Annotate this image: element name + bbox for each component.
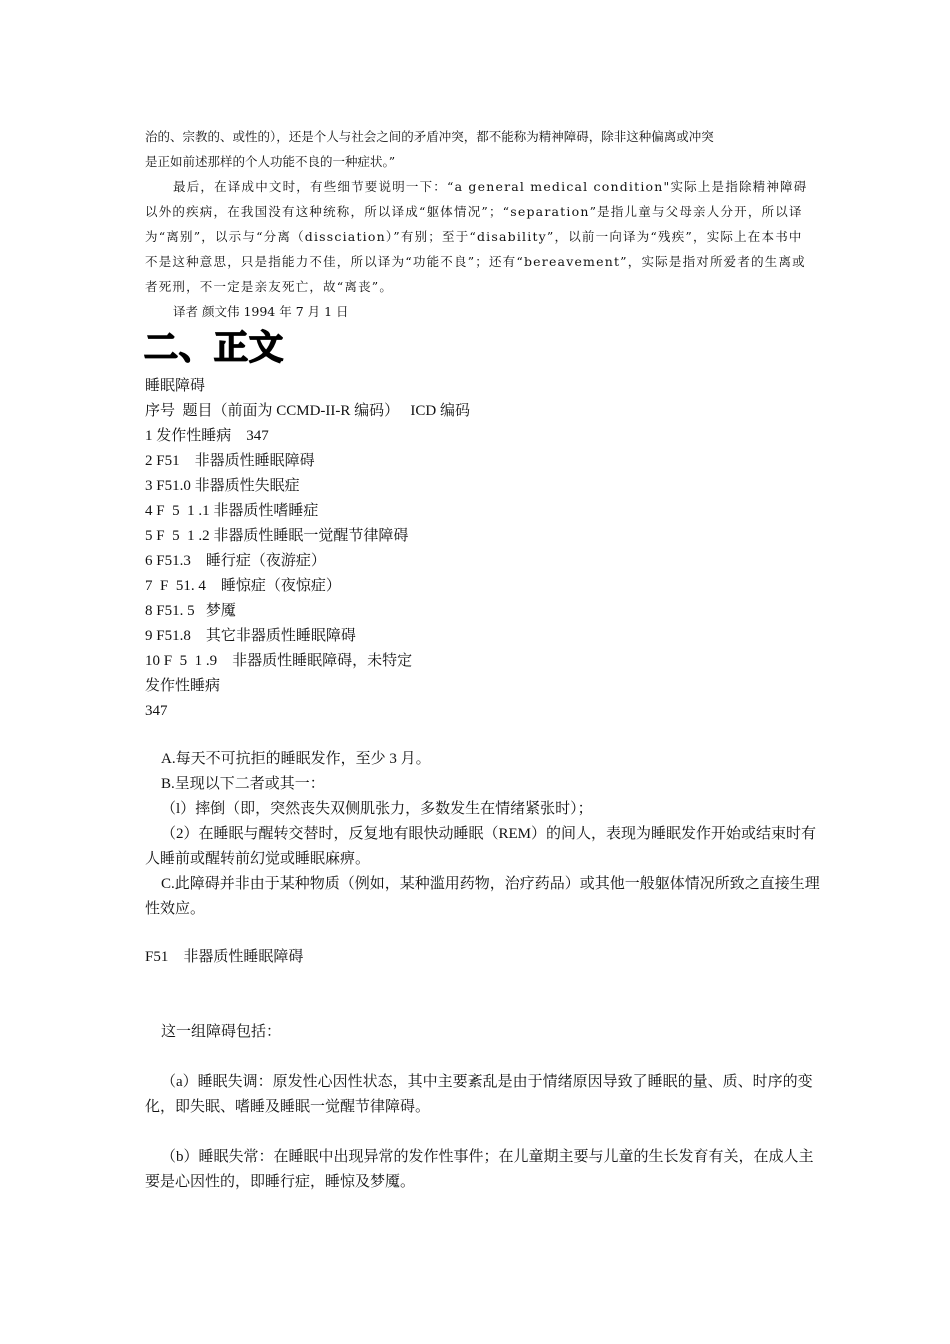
- index-row: 7 F 51. 4 睡惊症（夜惊症）: [145, 578, 341, 594]
- f51-item-a: [145, 1070, 825, 1120]
- f51-item-b-text: （b）睡眠失常：在睡眠中出现异常的发作性事件；在儿童期主要与儿童的生长发育有关，在成人主要是心因性的，即睡行症，睡惊及梦魇。: [145, 1149, 814, 1190]
- criterion-b: B.呈现以下二者或其一：: [161, 776, 325, 792]
- preface-line: 治的、宗教的、或性的），还是个人与社会之间的矛盾冲突，都不能称为精神障碍，除非这种偏离或冲突: [145, 129, 714, 144]
- translation-notes-paragraph: 最后，在译成中文时，有些细节要说明一下：“a general medical condition"实际上是指除精神障碍以外的疾病，在我国没有这种统称，所以译成“躯体情况”；“separation”是指儿童与父母亲人分开，所以译为“离别”，以示与“分离（dissciation）”有别；至于“disability”，以前一向译为“残疾”，实际上在本书中不是这种意思，只是指能力不佳，所以译为“功能不良”；还有“bereavement”，实际是指对所爱者的生离或者死刑，不一定是亲友死亡，故“离丧”。: [145, 179, 808, 294]
- criterion-b2: （2）在睡眠与醒转交替时，反复地有眼快动睡眠（REM）的间人，表现为睡眠发作开始或结束时有人睡前或醒转前幻觉或睡眠麻痹。: [145, 826, 817, 867]
- index-row: 3 F51.0 非器质性失眠症: [145, 478, 300, 494]
- index-header: 序号 题目（前面为 CCMD-II-R 编码） ICD 编码: [145, 403, 470, 419]
- index-row: 1 发作性睡病 347: [145, 428, 269, 444]
- f51-section-title: [145, 945, 825, 970]
- criterion-a: A.每天不可抗拒的睡眠发作，至少 3 月。: [161, 751, 431, 767]
- criterion-b1: （l）摔倒（即，突然丧失双侧肌张力，多数发生在情绪紧张时）；: [161, 801, 593, 817]
- index-row: 2 F51 非器质性睡眠障碍: [145, 453, 315, 469]
- index-row: 5 F 5 1 .2 非器质性睡眠一觉醒节律障碍: [145, 528, 409, 544]
- f51-title: F51 非器质性睡眠障碍: [145, 949, 304, 965]
- index-row: 6 F51.3 睡行症（夜游症）: [145, 553, 326, 569]
- translator-preface: [145, 124, 813, 324]
- criterion-c: C.此障碍并非由于某种物质（例如，某种滥用药物，治疗药品）或其他一般躯体情况所致之直接生理性效应。: [145, 876, 820, 917]
- f51-item-b: [145, 1145, 825, 1195]
- translator-signature: 译者 颜文伟 1994 年 7 月 1 日: [173, 304, 349, 319]
- narcolepsy-code: 347: [145, 703, 168, 719]
- index-row: 10 F 5 1 .9 非器质性睡眠障碍，未特定: [145, 653, 413, 669]
- narcolepsy-title: 发作性睡病: [145, 678, 221, 694]
- index-row: 9 F51.8 其它非器质性睡眠障碍: [145, 628, 356, 644]
- f51-intro: [145, 1020, 825, 1045]
- section-heading: 二、正文: [144, 328, 284, 368]
- f51-item-a-text: （a）睡眠失调：原发性心因性状态，其中主要紊乱是由于情绪原因导致了睡眠的量、质、时序的变化，即失眠、嗜睡及睡眠一觉醒节律障碍。: [145, 1074, 813, 1115]
- index-row: 4 F 5 1 .1 非器质性嗜睡症: [145, 503, 319, 519]
- index-title: 睡眠障碍: [145, 378, 206, 394]
- f51-intro-text: 这一组障碍包括：: [161, 1024, 282, 1040]
- sleep-disorder-index: [145, 374, 825, 724]
- index-row: 8 F51. 5 梦魇: [145, 603, 236, 619]
- preface-line: 是正如前述那样的个人功能不良的一种症状。”: [145, 154, 396, 169]
- narcolepsy-criteria: [145, 747, 825, 922]
